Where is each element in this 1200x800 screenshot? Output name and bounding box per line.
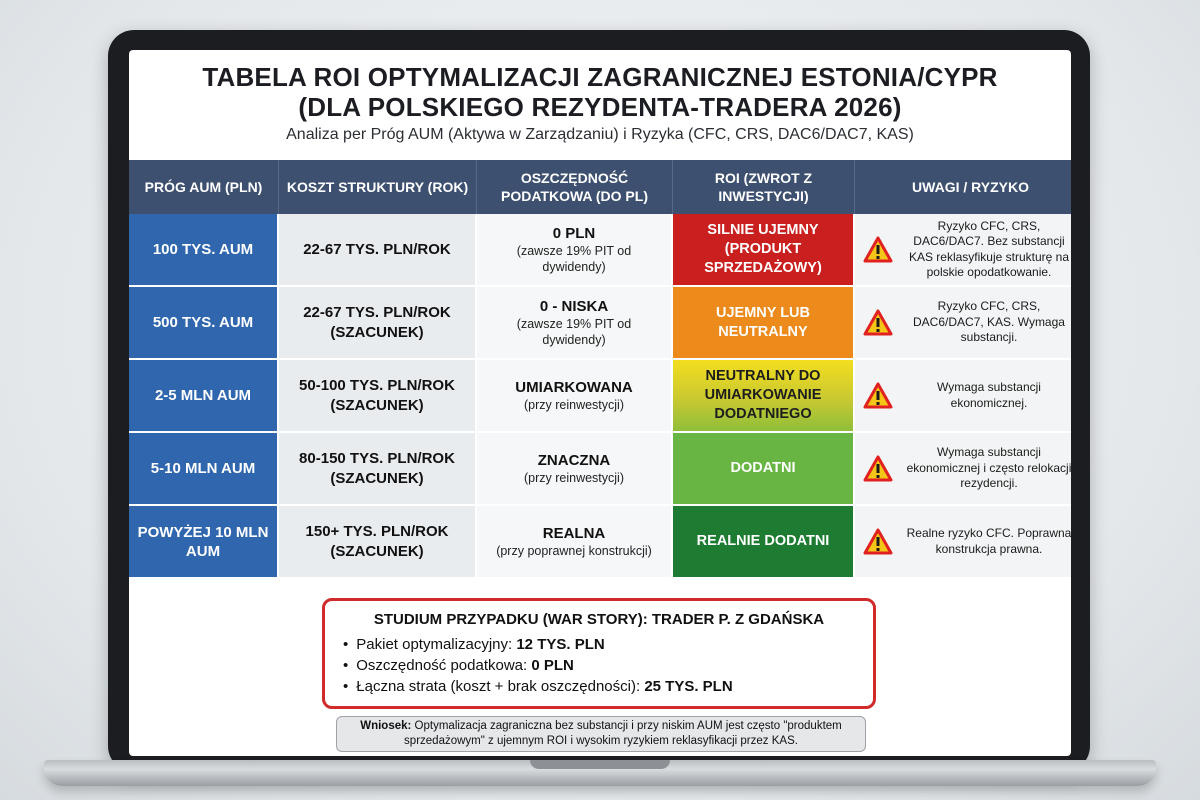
- warning-icon: [863, 382, 893, 409]
- risk-notes-text: Realne ryzyko CFC. Poprawna konstrukcja prawna.: [906, 526, 1071, 556]
- table-row: [129, 506, 1071, 579]
- tax-saving-note: (przy reinwestycji): [523, 398, 624, 412]
- column-header: UWAGI / RYZYKO: [855, 160, 1071, 214]
- warning-icon: [863, 236, 893, 263]
- tax-saving-cell: [477, 506, 673, 579]
- column-header: OSZCZĘDNOŚĆ PODATKOWA (DO PL): [477, 160, 673, 214]
- screen: [129, 50, 1071, 756]
- risk-notes-text: Wymaga substancji ekonomicznej i często relokacji rezydencji.: [906, 445, 1071, 491]
- page-title-line2: (DLA POLSKIEGO REZYDENTA-TRADERA 2026): [298, 92, 902, 122]
- risk-notes-text: Ryzyko CFC, CRS, DAC6/DAC7, KAS. Wymaga substancji.: [913, 299, 1065, 345]
- tax-saving-note: (zawsze 19% PIT od dywidendy): [516, 244, 632, 274]
- structure-cost-cell: 22-67 TYS. PLN/ROK (SZACUNEK): [279, 287, 477, 360]
- case-study-title: STUDIUM PRZYPADKU (WAR STORY): TRADER P. Z GDAŃSKA: [373, 611, 825, 628]
- risk-notes-cell: [855, 287, 1071, 360]
- tax-saving-cell: [477, 287, 673, 360]
- case-study-item-value: 25 TYS. PLN: [644, 678, 733, 695]
- tax-saving-note: (przy poprawnej konstrukcji): [496, 544, 652, 558]
- conclusion-text: Optymalizacja zagraniczna bez substancji i przy niskim AUM jest często "produktem sprzedażowym" z ujemnym ROI i wysokim ryzykiem reklasyfikacji przez KAS.: [404, 720, 842, 747]
- conclusion-label: Wniosek:: [360, 720, 412, 732]
- risk-notes-cell: [855, 433, 1071, 506]
- laptop-notch: [530, 760, 670, 769]
- roi-cell: DODATNI: [673, 433, 855, 506]
- aum-threshold-cell: 5-10 MLN AUM: [129, 433, 279, 506]
- roi-cell: NEUTRALNY DO UMIARKOWANIE DODATNIEGO: [673, 360, 855, 433]
- roi-cell: UJEMNY LUB NEUTRALNY: [673, 287, 855, 360]
- tax-saving-value: ZNACZNA: [537, 452, 611, 469]
- structure-cost-cell: 150+ TYS. PLN/ROK (SZACUNEK): [279, 506, 477, 579]
- roi-cell: SILNIE UJEMNY (PRODUKT SPRZEDAŻOWY): [673, 214, 855, 287]
- case-study-item-label: Pakiet optymalizacyjny:: [356, 636, 517, 653]
- risk-notes-cell: [855, 214, 1071, 287]
- tax-saving-value: REALNA: [542, 525, 606, 542]
- column-header: ROI (ZWROT Z INWESTYCJI): [673, 160, 855, 214]
- table-header-row: [129, 160, 1071, 214]
- column-header: KOSZT STRUKTURY (ROK): [279, 160, 477, 214]
- page-title-line1: TABELA ROI OPTYMALIZACJI ZAGRANICZNEJ ESTONIA/CYPR: [202, 62, 998, 92]
- roi-cell: REALNIE DODATNI: [673, 506, 855, 579]
- roi-table: [129, 160, 1071, 579]
- structure-cost-cell: 22-67 TYS. PLN/ROK: [279, 214, 477, 287]
- structure-cost-cell: 80-150 TYS. PLN/ROK (SZACUNEK): [279, 433, 477, 506]
- warning-icon: [863, 455, 893, 482]
- risk-notes-cell: [855, 360, 1071, 433]
- risk-notes-text: Wymaga substancji ekonomicznej.: [937, 380, 1041, 410]
- case-study-box: [322, 598, 876, 709]
- tax-saving-note: (zawsze 19% PIT od dywidendy): [516, 317, 632, 347]
- column-header: PRÓG AUM (PLN): [129, 160, 279, 214]
- warning-icon: [863, 528, 893, 555]
- table-row: [129, 287, 1071, 360]
- structure-cost-cell: 50-100 TYS. PLN/ROK (SZACUNEK): [279, 360, 477, 433]
- case-study-item: [343, 634, 855, 655]
- aum-threshold-cell: POWYŻEJ 10 MLN AUM: [129, 506, 279, 579]
- tax-saving-cell: [477, 433, 673, 506]
- case-study-item-value: 12 TYS. PLN: [516, 636, 605, 653]
- warning-icon: [863, 309, 893, 336]
- tax-saving-note: (przy reinwestycji): [523, 471, 624, 485]
- case-study-item: [343, 676, 855, 697]
- risk-notes-text: Ryzyko CFC, CRS, DAC6/DAC7. Bez substancji KAS reklasyfikuje strukturę na polskie opodatkowanie.: [908, 218, 1070, 279]
- case-study-list: [343, 634, 855, 697]
- table-row: [129, 214, 1071, 287]
- aum-threshold-cell: 100 TYS. AUM: [129, 214, 279, 287]
- case-study-item-value: 0 PLN: [531, 657, 574, 674]
- tax-saving-value: 0 - NISKA: [539, 298, 609, 315]
- tax-saving-cell: [477, 214, 673, 287]
- tax-saving-value: 0 PLN: [552, 225, 596, 242]
- aum-threshold-cell: 500 TYS. AUM: [129, 287, 279, 360]
- aum-threshold-cell: 2-5 MLN AUM: [129, 360, 279, 433]
- table-row: [129, 360, 1071, 433]
- tax-saving-value: UMIARKOWANA: [515, 379, 633, 396]
- case-study-item-label: Łączna strata (koszt + brak oszczędności):: [356, 678, 645, 695]
- tax-saving-cell: [477, 360, 673, 433]
- conclusion-note: [336, 716, 866, 752]
- table-row: [129, 433, 1071, 506]
- case-study-item-label: Oszczędność podatkowa:: [356, 657, 532, 674]
- case-study-item: [343, 655, 855, 676]
- page-subtitle: Analiza per Próg AUM (Aktywa w Zarządzaniu) i Ryzyka (CFC, CRS, DAC6/DAC7, KAS): [286, 126, 914, 143]
- risk-notes-cell: [855, 506, 1071, 579]
